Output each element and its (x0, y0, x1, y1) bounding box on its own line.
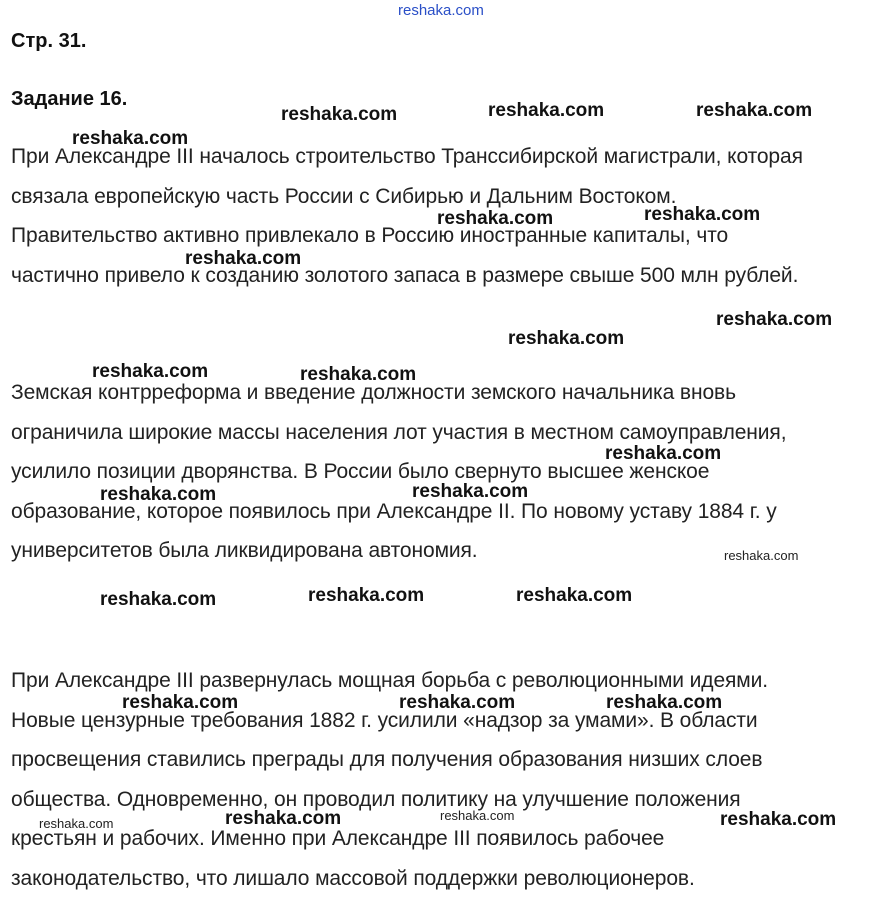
watermark: reshaka.com (696, 100, 813, 121)
watermark: reshaka.com (39, 816, 114, 831)
paragraph-1: При Александре III началось строительство Транссибирской магистрали, которая связала европейскую часть России с Сибирью и Дальним Востоком. Правительство активно привлекало в Россию иностранные капиталы, что частично привело к созданию золотого запаса в размере свыше 500 млн рублей. (11, 145, 803, 287)
watermark: reshaka.com (412, 481, 529, 502)
paragraph-2: Земская контрреформа и введение должности земского начальника вновь ограничила широкие массы населения лот участия в местном самоуправления, усилило позиции дворянства. В России было свернуто высшее женское образование, которое появилось при Александре II. По новому уставу 1884 г. у университетов была ликвидирована автономия. (11, 381, 787, 562)
page-number: Стр. 31. (11, 30, 87, 52)
watermark: reshaka.com (100, 589, 217, 610)
watermark: reshaka.com (724, 548, 799, 563)
paragraph-3: При Александре III развернулась мощная борьба с революционными идеями. Новые цензурные требования 1882 г. усилили «надзор за умами». В области просвещения ставились преграды для получения образования низших слоев общества. Одновременно, он проводил политику на улучшение положения крестьян и рабочих. Именно при Александре III появилось рабочее законодательство, что лишало массовой поддержки революционеров. (11, 669, 768, 890)
watermark: reshaka.com (300, 364, 417, 385)
watermark: reshaka.com (516, 585, 633, 606)
watermark: reshaka.com (281, 104, 398, 125)
watermark: reshaka.com (398, 2, 484, 19)
watermark: reshaka.com (437, 208, 554, 229)
watermark: reshaka.com (185, 248, 302, 269)
watermark: reshaka.com (644, 204, 761, 225)
watermark: reshaka.com (720, 809, 837, 830)
watermark: reshaka.com (399, 692, 516, 713)
watermark: reshaka.com (508, 328, 625, 349)
watermark: reshaka.com (308, 585, 425, 606)
watermark: reshaka.com (605, 443, 722, 464)
watermark: reshaka.com (716, 309, 833, 330)
watermark: reshaka.com (606, 692, 723, 713)
watermark: reshaka.com (92, 361, 209, 382)
watermark: reshaka.com (440, 808, 515, 823)
watermark: reshaka.com (488, 100, 605, 121)
watermark: reshaka.com (122, 692, 239, 713)
watermark: reshaka.com (100, 484, 217, 505)
watermark: reshaka.com (225, 808, 342, 829)
task-title: Задание 16. (11, 88, 128, 110)
watermark: reshaka.com (72, 128, 189, 149)
